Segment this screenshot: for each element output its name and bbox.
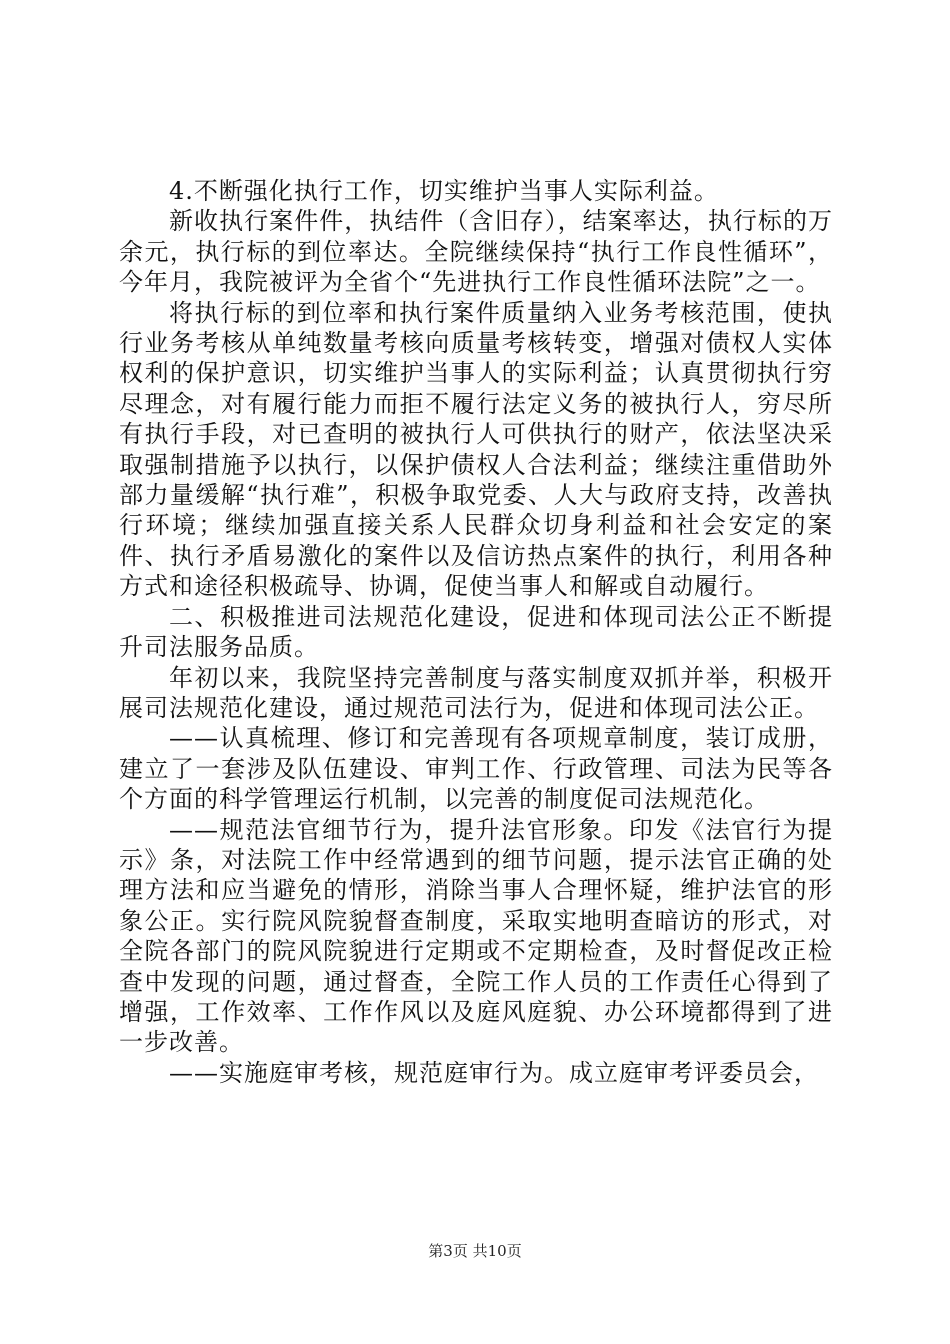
paragraph-section-two-intro: 年初以来，我院坚持完善制度与落实制度双抓并举，积极开展司法规范化建设，通过规范司法行为，促进和体现司法公正。	[119, 663, 833, 722]
paragraph-execution-heading: 4.不断强化执行工作，切实维护当事人实际利益。	[169, 177, 719, 205]
paragraph-rules-revision: ——认真梳理、修订和完善现有各项规章制度，装订成册，建立了一套涉及队伍建设、审判工作、行政管理、司法为民等各个方面的科学管理运行机制，以完善的制度促司法规范化。	[119, 724, 833, 814]
paragraph-execution-measures: 将执行标的到位率和执行案件质量纳入业务考核范围，使执行业务考核从单纯数量考核向质量考核转变，增强对债权人实体权利的保护意识，切实维护当事人的实际利益；认真贯彻执行穷尽理念，对有履行能力而拒不履行法定义务的被执行人，穷尽所有执行手段，对已查明的被执行人可供执行的财产，依法坚决采取强制措施予以执行，以保护债权人合法利益；继续注重借助外部力量缓解“执行难”，积极争取党委、人大与政府支持，改善执行环境；继续加强直接关系人民群众切身利益和社会安定的案件、执行矛盾易激化的案件以及信访热点案件的执行，利用各种方式和途径积极疏导、协调，促使当事人和解或自动履行。	[119, 298, 833, 601]
paragraph-judge-conduct: ——规范法官细节行为，提升法官形象。印发《法官行为提示》条，对法院工作中经常遇到的细节问题，提示法官正确的处理方法和应当避免的情形，消除当事人合理怀疑，维护法官的形象公正。实行院风院貌督查制度，采取实地明查暗访的形式，对全院各部门的院风院貌进行定期或不定期检查，及时督促改正检查中发现的问题，通过督查，全院工作人员的工作责任心得到了增强，工作效率、工作作风以及庭风庭貌、办公环境都得到了进一步改善。	[119, 815, 833, 1057]
document-body	[119, 176, 833, 1088]
page-number-footer: 第3页 共10页	[428, 1242, 522, 1260]
paragraph-section-two-heading: 二、积极推进司法规范化建设，促进和体现司法公正不断提升司法服务品质。	[119, 602, 833, 662]
paragraph-trial-assessment: ——实施庭审考核，规范庭审行为。成立庭审考评委员会，	[169, 1058, 819, 1087]
paragraph-execution-stats: 新收执行案件件，执结件（含旧存），结案率达，执行标的万余元，执行标的到位率达。全院继续保持“执行工作良性循环”，今年月，我院被评为全省个“先进执行工作良性循环法院”之一。	[119, 207, 833, 297]
